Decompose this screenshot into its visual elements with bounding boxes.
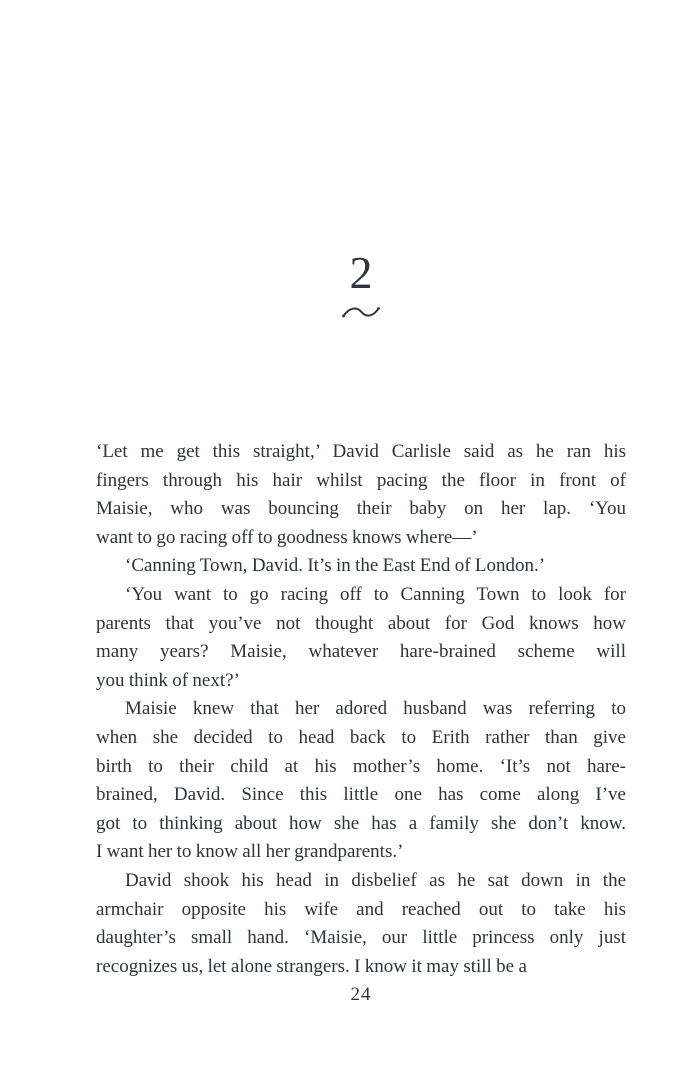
text-line: want to go racing off to goodness knows where—’ [96, 526, 478, 548]
paragraph [96, 867, 626, 981]
text-line: ‘You want to go racing off to Canning Town to look for [125, 583, 626, 605]
text-line: ‘Let me get this straight,’ David Carlisle said as he ran his [96, 441, 626, 462]
body-text [96, 438, 626, 981]
chapter-heading [96, 247, 626, 321]
text-line: you think of next?’ [96, 669, 240, 691]
text-line: I want her to know all her grandparents.’ [96, 841, 404, 863]
text-line: fingers through his hair whilst pacing the floor in front of [96, 469, 626, 491]
text-line: brained, David. Since this little one has come along I’ve [96, 784, 626, 806]
text-line: armchair opposite his wife and reached out to take his [96, 898, 626, 920]
text-line: parents that you’ve not thought about for God knows how [96, 612, 626, 634]
text-line: daughter’s small hand. ‘Maisie, our little princess only just [96, 927, 626, 949]
text-line: birth to their child at his mother’s home. ‘It’s not hare- [96, 755, 626, 777]
text-line: recognizes us, let alone strangers. I know it may still be a [96, 955, 527, 977]
text-line: Maisie knew that her adored husband was referring to [125, 698, 626, 720]
chapter-number: 2 [349, 247, 373, 298]
page-number: 24 [350, 984, 372, 1005]
text-line: got to thinking about how she has a family she don’t know. [96, 812, 626, 834]
text-line: ‘Canning Town, David. It’s in the East End of London.’ [125, 555, 546, 577]
text-line: Maisie, who was bouncing their baby on her lap. ‘You [96, 498, 626, 520]
text-line: David shook his head in disbelief as he sat down in the [125, 869, 626, 891]
text-line: when she decided to head back to Erith rather than give [96, 726, 626, 748]
tilde-flourish-icon [96, 304, 626, 321]
paragraph [96, 552, 626, 581]
paragraph [96, 695, 626, 867]
paragraph [96, 438, 626, 552]
text-line: many years? Maisie, whatever hare-brained scheme will [96, 641, 626, 663]
paragraph [96, 581, 626, 695]
